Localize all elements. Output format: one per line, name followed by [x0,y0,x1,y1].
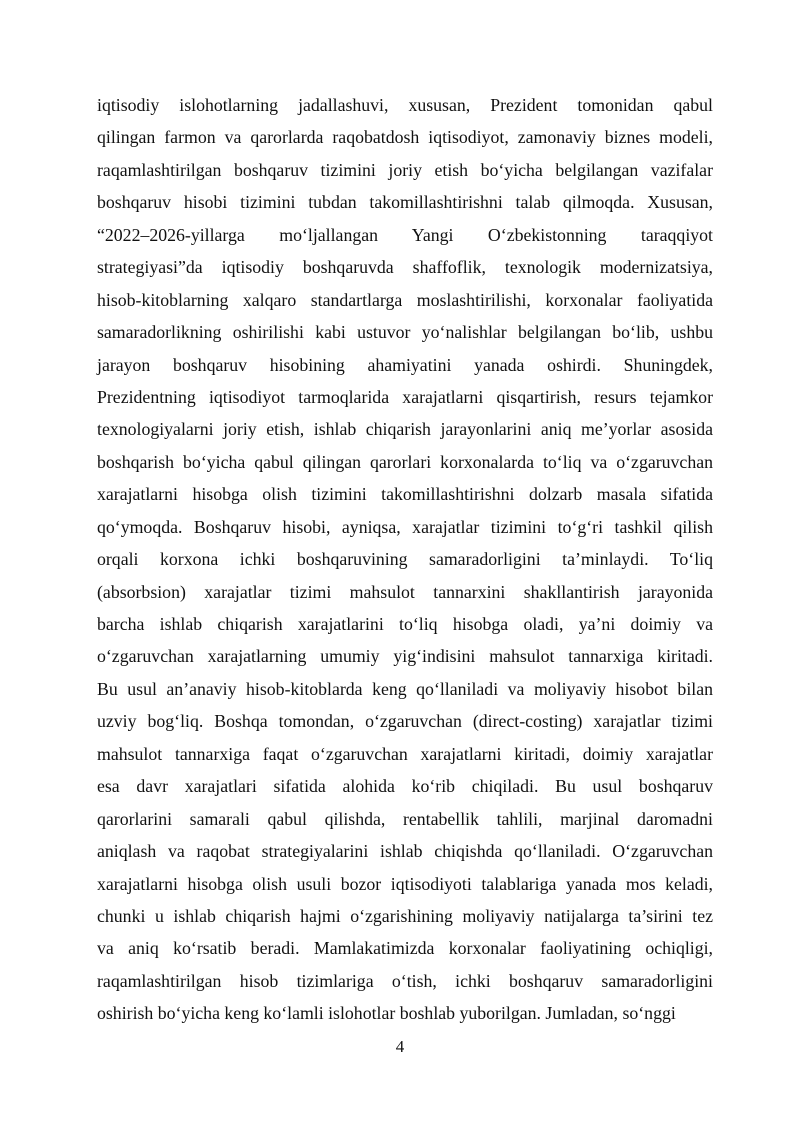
text-line: Bu usul an’anaviy hisob-kitoblarda keng qo‘llaniladi va moliyaviy hisobot bilan [97,678,713,699]
text-line: (absorbsion) xarajatlar tizimi mahsulot tannarxini shakllantirish jarayonida [97,581,713,602]
text-line: uzviy bog‘liq. Boshqa tomondan, o‘zgaruvchan (direct-costing) xarajatlar tizimi [97,711,713,732]
text-line: hisob-kitoblarning xalqaro standartlarga moslashtirilishi, korxonalar faoliyatida [97,289,713,310]
text-line: o‘zgaruvchan xarajatlarning umumiy yig‘indisini mahsulot tannarxiga kiritadi. [97,646,713,667]
text-line: oshirish bo‘yicha keng ko‘lamli islohotlar boshlab yuborilgan. Jumladan, so‘nggi [97,1003,676,1024]
page-number: 4 [395,1037,405,1056]
text-line: chunki u ishlab chiqarish hajmi o‘zgarishining moliyaviy natijalarga ta’sirini tez [97,905,713,926]
text-line: Prezidentning iqtisodiyot tarmoqlarida xarajatlarni qisqartirish, resurs tejamkor [97,386,713,407]
text-line: xarajatlarni hisobga olish tizimini takomillashtirishni dolzarb masala sifatida [97,484,713,505]
text-line: aniqlash va raqobat strategiyalarini ishlab chiqishda qo‘llaniladi. O‘zgaruvchan [97,841,713,862]
text-line: qo‘ymoqda. Boshqaruv hisobi, ayniqsa, xarajatlar tizimini to‘g‘ri tashkil qilish [97,516,713,537]
text-line: texnologiyalarni joriy etish, ishlab chiqarish jarayonlarini aniq me’yorlar asosida [97,419,713,440]
text-line: boshqaruv hisobi tizimini tubdan takomillashtirishni talab qilmoqda. Xususan, [97,192,713,213]
text-line: raqamlashtirilgan hisob tizimlariga o‘tish, ichki boshqaruv samaradorligini [97,970,713,991]
text-line: jarayon boshqaruv hisobining ahamiyatini yanada oshirdi. Shuningdek, [97,354,713,375]
text-line: barcha ishlab chiqarish xarajatlarini to‘liq hisobga oladi, ya’ni doimiy va [97,614,713,634]
text-line: qarorlarini samarali qabul qilishda, rentabellik tahlili, marjinal daromadni [97,808,713,829]
text-line: esa davr xarajatlari sifatida alohida ko‘rib chiqiladi. Bu usul boshqaruv [97,776,713,797]
text-line: xarajatlarni hisobga olish usuli bozor iqtisodiyoti talablariga yanada mos keladi, [97,873,713,894]
text-line: qilingan farmon va qarorlarda raqobatdosh iqtisodiyot, zamonaviy biznes modeli, [97,127,713,148]
text-line: boshqarish bo‘yicha qabul qilingan qarorlari korxonalarda to‘liq va o‘zgaruvchan [97,451,713,472]
text-line: samaradorlikning oshirilishi kabi ustuvor yo‘nalishlar belgilangan bo‘lib, ushbu [97,322,713,343]
text-line: orqali korxona ichki boshqaruvining samaradorligini ta’minlaydi. To‘liq [97,549,713,570]
document-body [97,89,713,1030]
text-line: va aniq ko‘rsatib beradi. Mamlakatimizda korxonalar faoliyatining ochiqligi, [97,938,713,959]
text-line: “2022–2026-yillarga mo‘ljallangan Yangi O‘zbekistonning taraqqiyot [97,224,713,245]
text-line: strategiyasi”da iqtisodiy boshqaruvda shaffoflik, texnologik modernizatsiya, [97,257,713,278]
text-line: mahsulot tannarxiga faqat o‘zgaruvchan xarajatlarni kiritadi, doimiy xarajatlar [97,743,713,764]
text-line: iqtisodiy islohotlarning jadallashuvi, xususan, Prezident tomonidan qabul [97,95,713,115]
text-line: raqamlashtirilgan boshqaruv tizimini joriy etish bo‘yicha belgilangan vazifalar [97,159,713,180]
